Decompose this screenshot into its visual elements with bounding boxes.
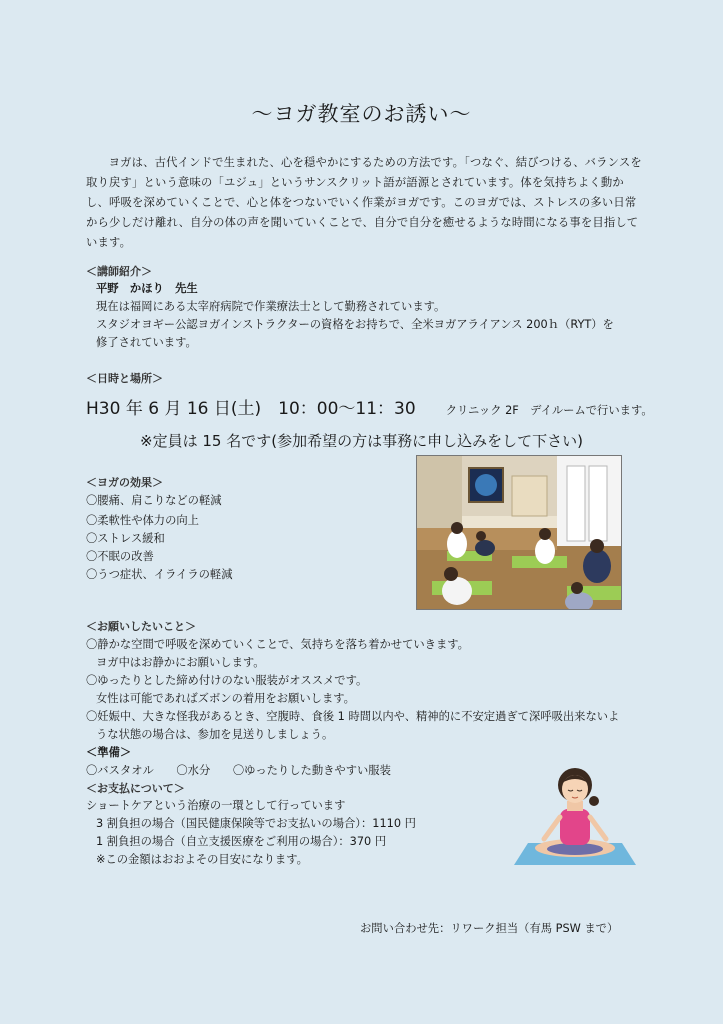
page-title: 〜ヨガ教室のお誘い〜 bbox=[251, 102, 472, 126]
schedule-datetime: H30 年 6 月 16 日(土) 10：00〜11：30 bbox=[86, 399, 416, 419]
request-line: 女性は可能であればズボンの着用をお願いします。 bbox=[96, 692, 355, 705]
requests-heading: ＜お願いしたいこと＞ bbox=[86, 620, 196, 633]
effect-item: 〇うつ症状、イライラの軽減 bbox=[86, 568, 233, 581]
effect-item: 〇腰痛、肩こりなどの軽減 bbox=[86, 494, 222, 507]
instructor-line-1: 現在は福岡にある太宰府病院で作業療法士として勤務されています。 bbox=[96, 300, 446, 313]
effects-heading: ＜ヨガの効果＞ bbox=[86, 476, 163, 489]
instructor-heading: ＜講師紹介＞ bbox=[86, 265, 152, 278]
request-line: 〇ゆったりとした締め付けのない服装がオススメです。 bbox=[86, 674, 368, 687]
instructor-line-2: スタジオヨギー公認ヨガインストラクターの資格をお持ちで、全米ヨガアライアンス 200ｈ（RYT）を bbox=[96, 318, 614, 331]
request-line: 〇妊娠中、大きな怪我があるとき、空腹時、食後 1 時間以内や、精神的に不安定過ぎて深呼吸出来ないよ bbox=[86, 710, 620, 723]
effect-item: 〇ストレス緩和 bbox=[86, 532, 165, 545]
payment-line: ※この金額はおおよその目安になります。 bbox=[96, 853, 308, 866]
schedule-line bbox=[86, 394, 653, 419]
schedule-heading: ＜日時と場所＞ bbox=[86, 372, 163, 385]
schedule-venue: クリニック 2F デイルームで行います。 bbox=[445, 404, 653, 417]
meditating-woman-illustration bbox=[514, 765, 636, 865]
prep-heading: ＜準備＞ bbox=[86, 746, 132, 759]
effect-item: 〇柔軟性や体力の向上 bbox=[86, 514, 199, 527]
capacity-notice: ※定員は 15 名です(参加希望の方は事務に申し込みをして下さい) bbox=[140, 432, 583, 450]
payment-line: 3 割負担の場合（国民健康保険等でお支払いの場合）：1110 円 bbox=[96, 817, 416, 830]
contact-info: お問い合わせ先：リワーク担当（有馬 PSW まで） bbox=[360, 922, 619, 935]
instructor-name: 平野 かほり 先生 bbox=[96, 282, 198, 295]
request-line: うな状態の場合は、参加を見送りしましょう。 bbox=[96, 728, 334, 741]
instructor-line-3: 修了されています。 bbox=[96, 336, 197, 349]
request-line: 〇静かな空間で呼吸を深めていくことで、気持ちを落ち着かせていきます。 bbox=[86, 638, 469, 651]
intro-paragraph: ヨガは、古代インドで生まれた、心を穏やかにするための方法です。「つなぐ、結びつける、バランスを取り戻す」という意味の「ユジュ」というサンスクリット語が語源とされています。体を気持ちよく動かし、呼吸を深めていくことで、心と体をつないでいく作業がヨガです。このヨガでは、ストレスの多い日常から少しだけ離れ、自分の体の声を聞いていくことで、自分で自分を癒せるような時間になる事を目指しています。 bbox=[86, 156, 642, 249]
payment-line: ショートケアという治療の一環として行っています bbox=[86, 799, 346, 812]
effect-item: 〇不眠の改善 bbox=[86, 550, 154, 563]
yoga-class-photo bbox=[416, 455, 622, 610]
payment-heading: ＜お支払について＞ bbox=[86, 782, 185, 795]
prep-items: 〇バスタオル 〇水分 〇ゆったりした動きやすい服装 bbox=[86, 764, 391, 777]
payment-line: 1 割負担の場合（自立支援医療をご利用の場合）：370 円 bbox=[96, 835, 387, 848]
request-line: ヨガ中はお静かにお願いします。 bbox=[96, 656, 265, 669]
